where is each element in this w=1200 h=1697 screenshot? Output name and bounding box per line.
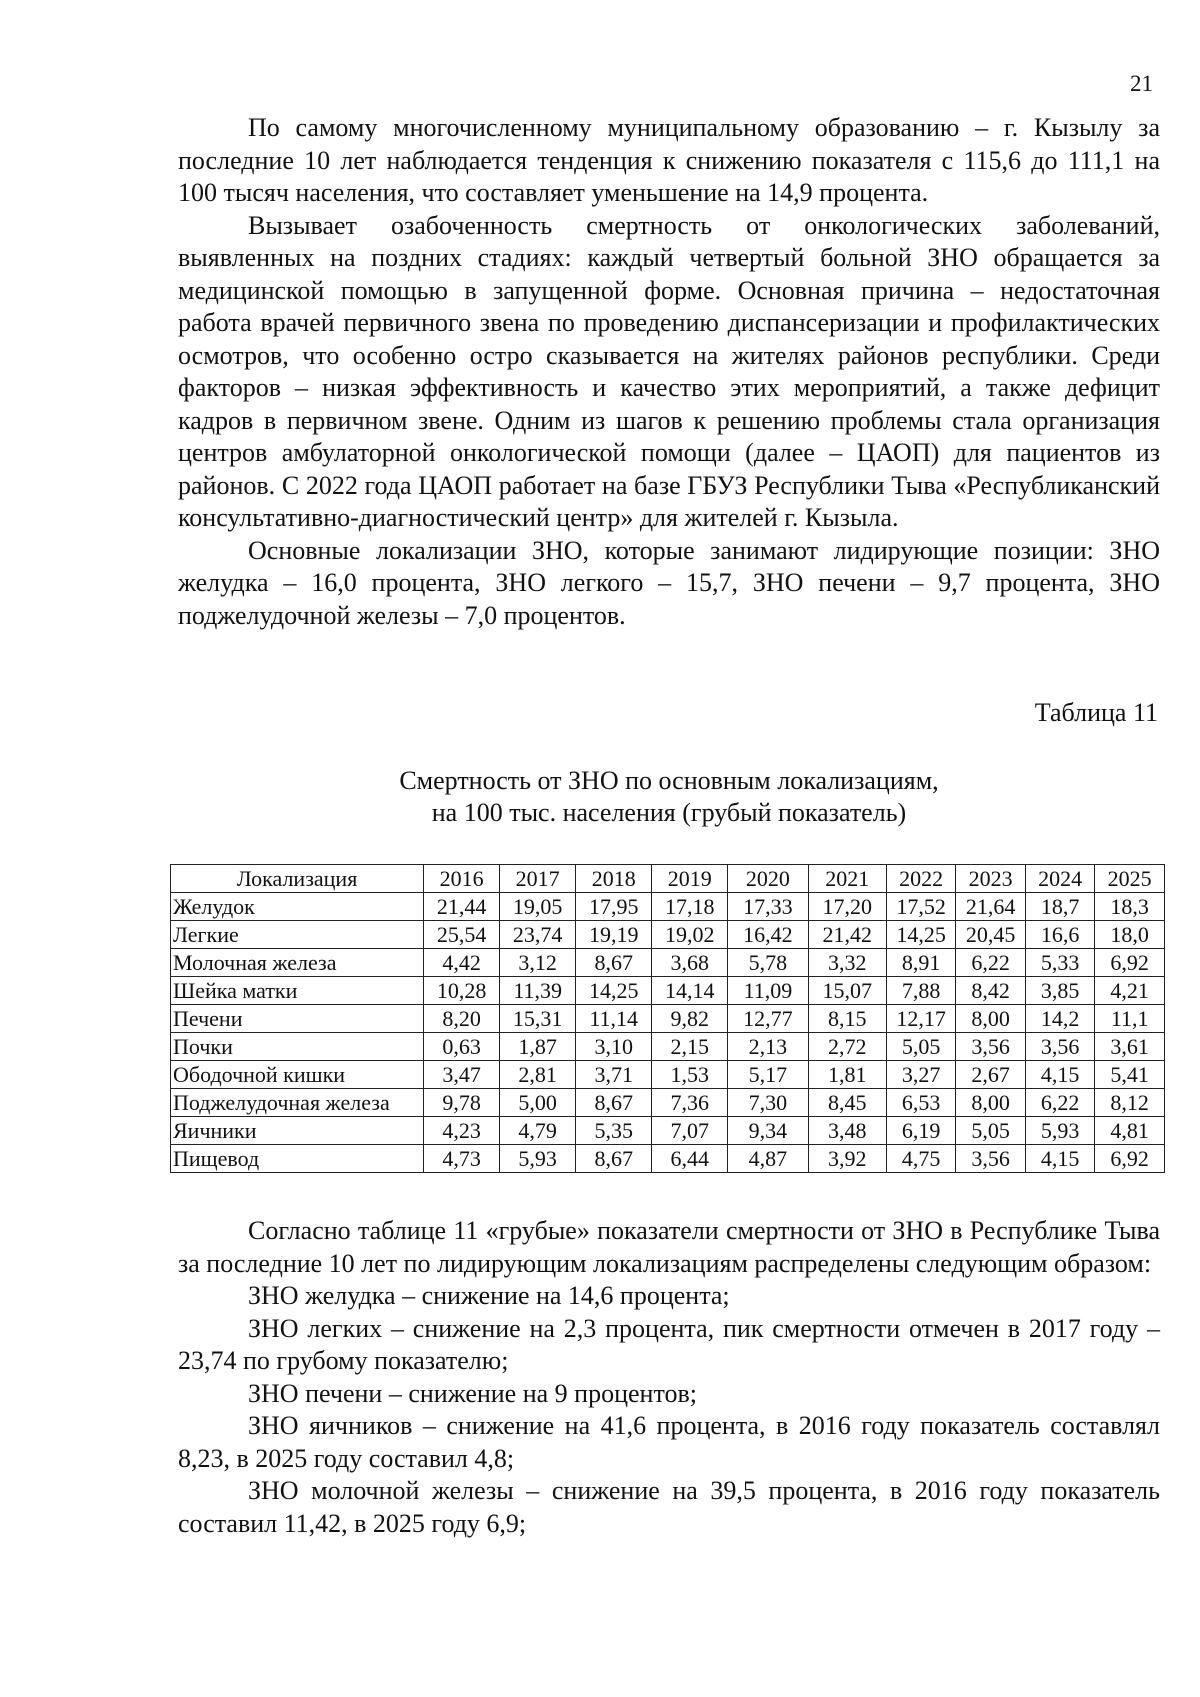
row-value: 1,87 <box>500 1033 576 1061</box>
row-value: 8,12 <box>1095 1089 1165 1117</box>
body-text-top <box>178 112 1160 632</box>
row-value: 6,92 <box>1095 1145 1165 1173</box>
table-title-line1: Смертность от ЗНО по основным локализациям, <box>399 766 939 795</box>
row-value: 14,25 <box>576 977 652 1005</box>
row-value: 3,56 <box>1025 1033 1095 1061</box>
row-value: 6,22 <box>1025 1089 1095 1117</box>
row-value: 11,09 <box>728 977 808 1005</box>
table-body <box>171 893 1165 1173</box>
row-value: 15,31 <box>500 1005 576 1033</box>
row-value: 5,41 <box>1095 1061 1165 1089</box>
header-year: 2024 <box>1025 865 1095 893</box>
row-value: 3,27 <box>886 1061 956 1089</box>
paragraph-bottom: ЗНО легких – снижение на 2,3 процента, пик смертности отмечен в 2017 году – 23,74 по грубому показателю; <box>178 1313 1160 1375</box>
row-value: 3,10 <box>576 1033 652 1061</box>
row-value: 5,35 <box>576 1117 652 1145</box>
row-value: 3,85 <box>1025 977 1095 1005</box>
row-value: 19,02 <box>652 921 728 949</box>
header-year: 2025 <box>1095 865 1165 893</box>
row-value: 25,54 <box>424 921 500 949</box>
row-value: 8,00 <box>956 1089 1026 1117</box>
table-row <box>171 949 1165 977</box>
row-value: 4,81 <box>1095 1117 1165 1145</box>
row-value: 5,33 <box>1025 949 1095 977</box>
row-value: 5,00 <box>500 1089 576 1117</box>
row-value: 3,71 <box>576 1061 652 1089</box>
row-value: 14,2 <box>1025 1005 1095 1033</box>
row-localization: Шейка матки <box>171 977 424 1005</box>
header-year: 2016 <box>424 865 500 893</box>
row-value: 1,53 <box>652 1061 728 1089</box>
row-value: 17,18 <box>652 893 728 921</box>
row-localization: Ободочной кишки <box>171 1061 424 1089</box>
table-row <box>171 1145 1165 1173</box>
body-text-bottom <box>178 1215 1160 1540</box>
row-value: 21,42 <box>808 921 886 949</box>
row-value: 11,39 <box>500 977 576 1005</box>
row-value: 14,14 <box>652 977 728 1005</box>
row-value: 11,1 <box>1095 1005 1165 1033</box>
row-value: 5,93 <box>1025 1117 1095 1145</box>
row-localization: Печени <box>171 1005 424 1033</box>
row-value: 5,05 <box>886 1033 956 1061</box>
header-year: 2019 <box>652 865 728 893</box>
row-localization: Яичники <box>171 1117 424 1145</box>
table-row <box>171 1005 1165 1033</box>
row-value: 21,44 <box>424 893 500 921</box>
row-value: 4,73 <box>424 1145 500 1173</box>
mortality-table <box>170 864 1165 1173</box>
row-value: 15,07 <box>808 977 886 1005</box>
row-value: 6,19 <box>886 1117 956 1145</box>
row-value: 8,42 <box>956 977 1026 1005</box>
row-value: 2,13 <box>728 1033 808 1061</box>
row-value: 6,22 <box>956 949 1026 977</box>
row-value: 3,48 <box>808 1117 886 1145</box>
row-value: 8,91 <box>886 949 956 977</box>
row-value: 2,15 <box>652 1033 728 1061</box>
row-value: 3,68 <box>652 949 728 977</box>
row-value: 14,25 <box>886 921 956 949</box>
row-localization: Легкие <box>171 921 424 949</box>
paragraph-bottom: ЗНО печени – снижение на 9 процентов; <box>248 1378 697 1408</box>
row-value: 4,21 <box>1095 977 1165 1005</box>
row-value: 8,45 <box>808 1089 886 1117</box>
row-value: 5,93 <box>500 1145 576 1173</box>
header-year: 2022 <box>886 865 956 893</box>
row-value: 2,67 <box>956 1061 1026 1089</box>
paragraph-bottom: ЗНО молочной железы – снижение на 39,5 процента, в 2016 году показатель составил 11,42, в 2025 году 6,9; <box>178 1476 1160 1538</box>
row-value: 5,78 <box>728 949 808 977</box>
row-value: 3,56 <box>956 1145 1026 1173</box>
row-localization: Молочная железа <box>171 949 424 977</box>
row-value: 7,88 <box>886 977 956 1005</box>
table-row <box>171 1061 1165 1089</box>
row-value: 12,77 <box>728 1005 808 1033</box>
paragraph-late-stage: Вызывает озабоченность смертность от онкологических заболеваний, выявленных на поздних стадиях: каждый четвертый больной ЗНО обращается за медицинской помощью в запущенной форме. Основная причина – недостаточная работа врачей первичного звена по проведению диспансеризации и профилактических осмотров, что особенно остро сказывается на жителях районов республики. Среди факторов – низкая эффективность и качество этих мероприятий, а также дефицит кадров в первичном звене. Одним из шагов к решению проблемы стала организация центров амбулаторной онкологической помощи (далее – ЦАОП) для пациентов из районов. С 2022 года ЦАОП работает на базе ГБУЗ Республики Тыва «Республиканский консультативно-диагностический центр» для жителей г. Кызыла. <box>178 210 1160 532</box>
row-value: 17,95 <box>576 893 652 921</box>
row-localization: Поджелудочная железа <box>171 1089 424 1117</box>
row-localization: Почки <box>171 1033 424 1061</box>
row-value: 3,92 <box>808 1145 886 1173</box>
row-value: 9,78 <box>424 1089 500 1117</box>
paragraph-kyzyl: По самому многочисленному муниципальному образованию – г. Кызылу за последние 10 лет наблюдается тенденция к снижению показателя с 115,6 до 111,1 на 100 тысяч населения, что составляет уменьшение на 14,9 процента. <box>178 113 1160 207</box>
row-value: 17,20 <box>808 893 886 921</box>
row-value: 6,53 <box>886 1089 956 1117</box>
row-value: 6,92 <box>1095 949 1165 977</box>
row-value: 7,30 <box>728 1089 808 1117</box>
header-localization: Локализация <box>171 865 424 893</box>
paragraph-bottom: ЗНО яичников – снижение на 41,6 процента, в 2016 году показатель составлял 8,23, в 2025 году составил 4,8; <box>178 1411 1160 1473</box>
row-value: 20,45 <box>956 921 1026 949</box>
row-value: 16,6 <box>1025 921 1095 949</box>
row-value: 5,17 <box>728 1061 808 1089</box>
row-value: 17,52 <box>886 893 956 921</box>
table-row <box>171 1089 1165 1117</box>
paragraph-bottom: Согласно таблице 11 «грубые» показатели смертности от ЗНО в Республике Тыва за последние 10 лет по лидирующим локализациям распределены следующим образом: <box>178 1216 1160 1278</box>
row-value: 4,79 <box>500 1117 576 1145</box>
row-value: 3,32 <box>808 949 886 977</box>
row-value: 4,75 <box>886 1145 956 1173</box>
row-value: 2,81 <box>500 1061 576 1089</box>
paragraph-bottom: ЗНО желудка – снижение на 14,6 процента; <box>248 1281 730 1310</box>
row-value: 3,12 <box>500 949 576 977</box>
paragraph-main-localizations: Основные локализации ЗНО, которые занимают лидирующие позиции: ЗНО желудка – 16,0 процента, ЗНО легкого – 15,7, ЗНО печени – 9,7 процента, ЗНО поджелудочной железы – 7,0 процентов. <box>178 535 1160 630</box>
header-year: 2023 <box>956 865 1026 893</box>
table-row <box>171 1117 1165 1145</box>
row-value: 8,67 <box>576 1145 652 1173</box>
row-value: 8,67 <box>576 949 652 977</box>
row-value: 3,61 <box>1095 1033 1165 1061</box>
row-value: 8,15 <box>808 1005 886 1033</box>
table-row <box>171 921 1165 949</box>
row-value: 4,15 <box>1025 1145 1095 1173</box>
header-year: 2017 <box>500 865 576 893</box>
row-value: 18,7 <box>1025 893 1095 921</box>
row-value: 0,63 <box>424 1033 500 1061</box>
row-value: 17,33 <box>728 893 808 921</box>
table-row <box>171 977 1165 1005</box>
table-label: Таблица 11 <box>1034 698 1158 727</box>
row-value: 8,67 <box>576 1089 652 1117</box>
table-title-line2: на 100 тыс. населения (грубый показатель) <box>431 798 907 827</box>
row-value: 10,28 <box>424 977 500 1005</box>
row-localization: Желудок <box>171 893 424 921</box>
row-value: 18,0 <box>1095 921 1165 949</box>
row-value: 9,82 <box>652 1005 728 1033</box>
row-value: 6,44 <box>652 1145 728 1173</box>
header-year: 2018 <box>576 865 652 893</box>
row-value: 3,47 <box>424 1061 500 1089</box>
row-localization: Пищевод <box>171 1145 424 1173</box>
row-value: 11,14 <box>576 1005 652 1033</box>
row-value: 1,81 <box>808 1061 886 1089</box>
table-header-row <box>171 865 1165 893</box>
header-year: 2021 <box>808 865 886 893</box>
row-value: 19,05 <box>500 893 576 921</box>
row-value: 9,34 <box>728 1117 808 1145</box>
row-value: 3,56 <box>956 1033 1026 1061</box>
row-value: 4,23 <box>424 1117 500 1145</box>
row-value: 23,74 <box>500 921 576 949</box>
page-number: 21 <box>1130 71 1153 96</box>
row-value: 4,42 <box>424 949 500 977</box>
row-value: 7,36 <box>652 1089 728 1117</box>
table-row <box>171 893 1165 921</box>
row-value: 16,42 <box>728 921 808 949</box>
table-title <box>178 765 1160 829</box>
row-value: 8,20 <box>424 1005 500 1033</box>
row-value: 7,07 <box>652 1117 728 1145</box>
row-value: 19,19 <box>576 921 652 949</box>
row-value: 4,87 <box>728 1145 808 1173</box>
row-value: 5,05 <box>956 1117 1026 1145</box>
row-value: 2,72 <box>808 1033 886 1061</box>
row-value: 8,00 <box>956 1005 1026 1033</box>
row-value: 4,15 <box>1025 1061 1095 1089</box>
header-year: 2020 <box>728 865 808 893</box>
row-value: 18,3 <box>1095 893 1165 921</box>
table-row <box>171 1033 1165 1061</box>
row-value: 12,17 <box>886 1005 956 1033</box>
row-value: 21,64 <box>956 893 1026 921</box>
